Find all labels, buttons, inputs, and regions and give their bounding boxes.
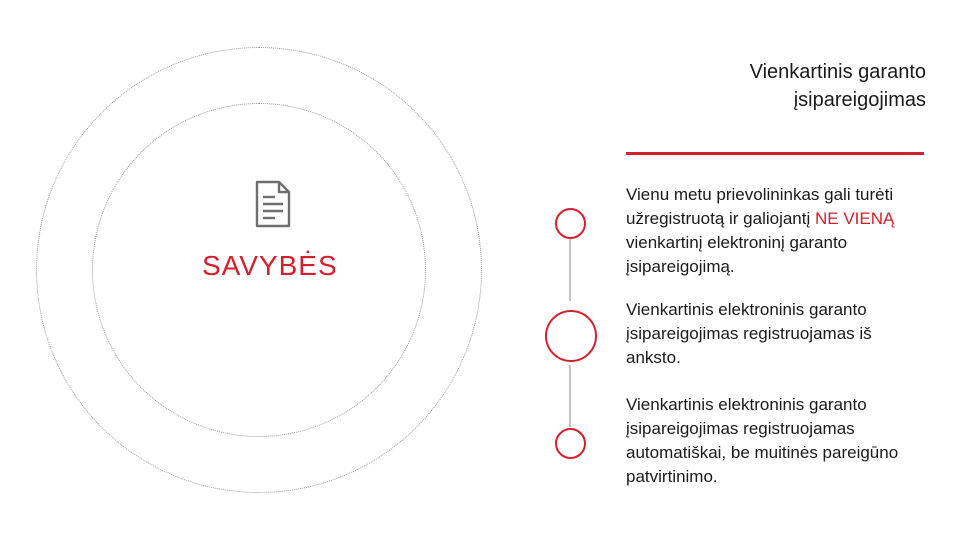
timeline-node-1 (555, 208, 586, 239)
item-1-text-start: Vienu metu prievolininkas gali turėti užregistruotą ir galiojantį (626, 185, 894, 228)
timeline-node-3 (555, 428, 586, 459)
section-title: SAVYBĖS (202, 250, 338, 281)
timeline-connector (569, 365, 571, 427)
page-heading (750, 58, 926, 114)
heading-line-1: Vienkartinis garanto (749, 61, 926, 83)
list-item-3 (626, 393, 926, 489)
document-icon (253, 180, 293, 228)
timeline-node-2 (545, 310, 597, 362)
item-2-text: Vienkartinis elektroninis garanto įsipareigojimas registruojamas iš anksto. (626, 300, 872, 367)
heading-divider (626, 152, 924, 155)
item-3-text: Vienkartinis elektroninis garanto įsipareigojimas registruojamas automatiškai, be muitinės pareigūno patvirtinimo. (626, 395, 899, 486)
item-1-highlight: NE VIENĄ (814, 209, 895, 228)
list-item-1 (626, 183, 926, 279)
list-item-2 (626, 298, 926, 370)
heading-line-2: įsipareigojimas (793, 89, 926, 111)
timeline-connector (569, 239, 571, 301)
item-1-text-end: vienkartinį elektroninį garanto įsipareigojimą. (626, 233, 848, 276)
